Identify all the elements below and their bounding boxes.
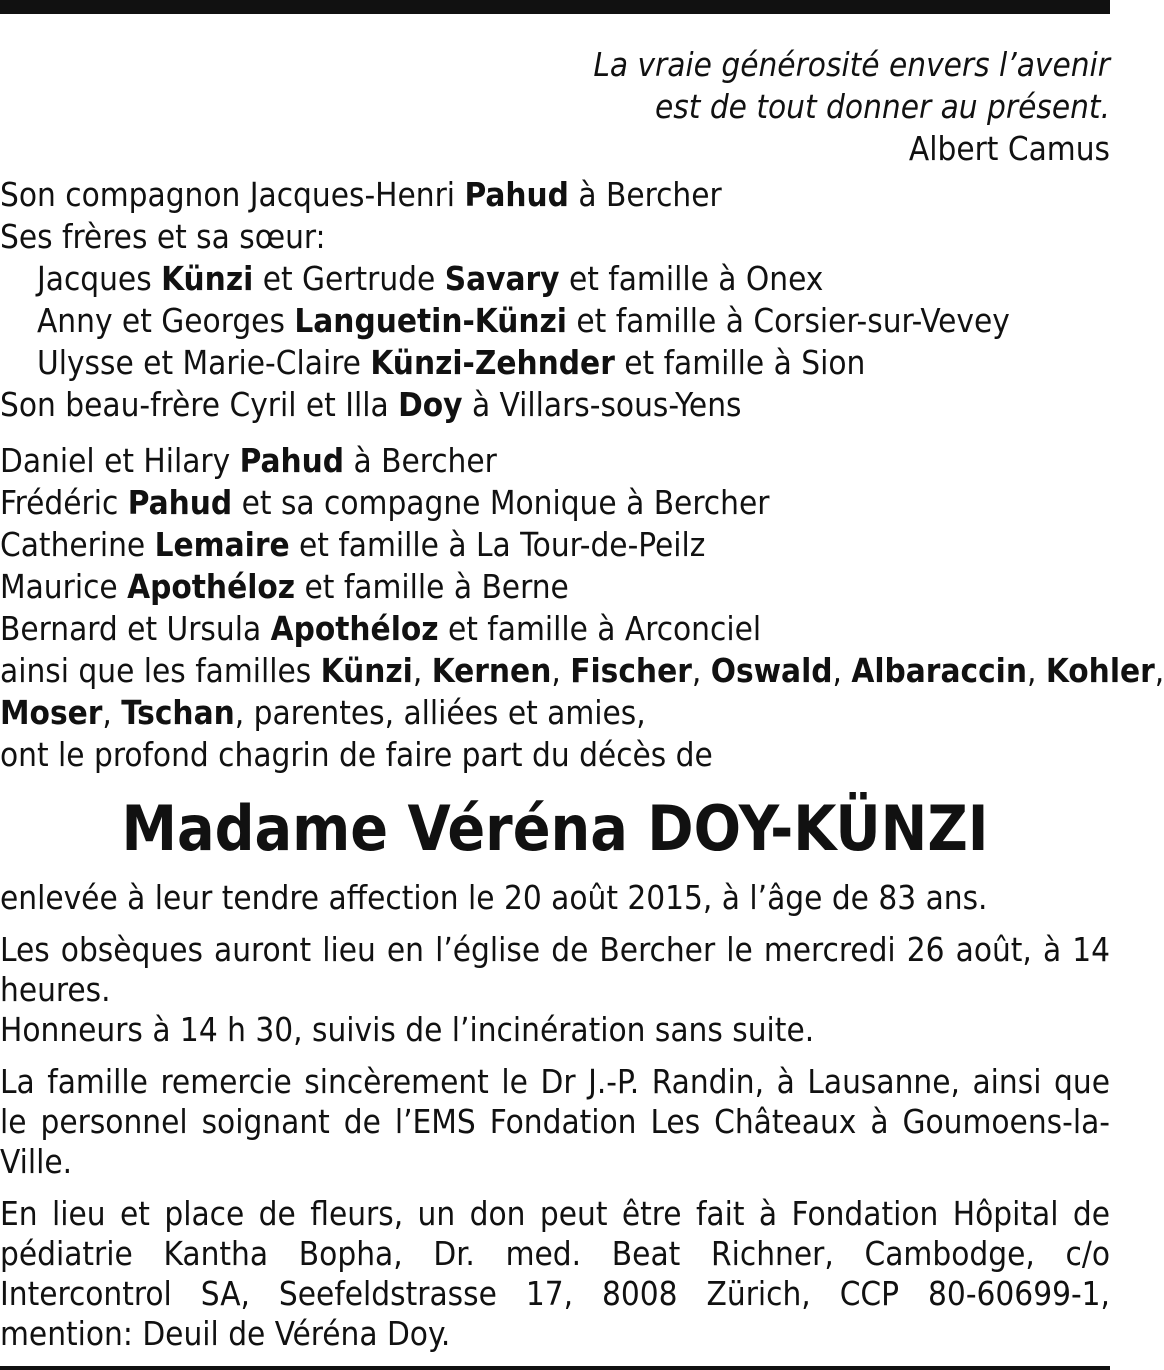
family-surname: Pahud <box>464 175 569 214</box>
family-text: et famille à Onex <box>559 259 824 298</box>
family-line <box>0 384 1110 426</box>
family-surname: Fischer <box>570 651 692 690</box>
epigraph-line-2: est de tout donner au présent. <box>655 87 1110 126</box>
family-line <box>0 440 1110 482</box>
family-line <box>0 692 1110 734</box>
family-line <box>0 566 1110 608</box>
paragraph-funeral <box>0 930 1110 1050</box>
family-text: Jacques <box>37 259 162 298</box>
family-surname: Künzi <box>161 259 254 298</box>
family-text: , <box>102 693 122 732</box>
obituary-notice <box>0 44 1164 1354</box>
family-text: à Bercher <box>344 441 497 480</box>
family-surname: Oswald <box>710 651 833 690</box>
family-surname: Kohler <box>1045 651 1155 690</box>
family-text: , parentes, alliées et amies, <box>234 693 646 732</box>
family-text: Son beau-frère Cyril et Illa <box>0 385 399 424</box>
family-line <box>0 608 1110 650</box>
family-surname: Savary <box>444 259 560 298</box>
family-line <box>0 342 1110 384</box>
family-text: et Gertrude <box>253 259 445 298</box>
family-text: à Bercher <box>568 175 722 214</box>
epigraph-line-1: La vraie générosité envers l’avenir <box>593 45 1110 84</box>
family-text: et famille à La Tour-de-Peilz <box>289 525 706 564</box>
paragraph-death: enlevée à leur tendre affection le 20 août 2015, à l’âge de 83 ans. <box>0 878 988 917</box>
funeral-line: Honneurs à 14 h 30, suivis de l’incinération sans suite. <box>0 1010 815 1049</box>
family-text: ainsi que les familles <box>0 651 321 690</box>
epigraph-author: Albert Camus <box>908 129 1110 168</box>
family-surname: Tschan <box>121 693 235 732</box>
family-text: , <box>691 651 711 690</box>
paragraph-donation: En lieu et place de fleurs, un don peut être fait à Fondation Hôpital de pédiatrie Kantha Bopha, Dr. med. Beat Richner, Cambodge, c/o Intercontrol SA, Seefeldstrasse 17, 8008 Zürich, CCP 80-60699-1, mention: Deuil de Véréna Doy. <box>0 1194 1110 1353</box>
family-line <box>0 482 1110 524</box>
family-text: Anny et Georges <box>37 301 295 340</box>
family-text: et famille à Sion <box>614 343 866 382</box>
family-text: , <box>551 651 571 690</box>
family-text: et famille à Berne <box>295 567 569 606</box>
family-text: Catherine <box>0 525 155 564</box>
family-text: , <box>832 651 852 690</box>
epigraph <box>0 44 1110 170</box>
family-surname: Doy <box>398 385 463 424</box>
bottom-rule <box>0 1366 1110 1370</box>
family-line <box>0 174 1110 216</box>
family-text: Frédéric <box>0 483 128 522</box>
family-text: et famille à Arconciel <box>438 609 762 648</box>
family-text: , <box>1026 651 1046 690</box>
family-text: , <box>1154 651 1164 690</box>
family-text: Son compagnon Jacques-Henri <box>0 175 465 214</box>
family-surname: Languetin-Künzi <box>294 301 567 340</box>
family-text: Ses frères et sa sœur: <box>0 217 326 256</box>
family-line <box>0 524 1110 566</box>
family-line <box>0 734 1110 776</box>
family-text: et famille à Corsier-sur-Vevey <box>566 301 1010 340</box>
family-surname: Apothéloz <box>270 609 439 648</box>
family-surname: Pahud <box>127 483 233 522</box>
family-text: Daniel et Hilary <box>0 441 240 480</box>
family-text: ont le profond chagrin de faire part du décès de <box>0 735 713 774</box>
family-surname: Albaraccin <box>851 651 1027 690</box>
family-surname: Kernen <box>431 651 552 690</box>
family-surname: Pahud <box>239 441 345 480</box>
section-gap <box>0 426 1110 440</box>
top-rule <box>0 0 1110 14</box>
deceased-name: Madame Véréna DOY-KÜNZI <box>121 792 989 865</box>
family-line <box>0 300 1110 342</box>
family-text: , <box>412 651 432 690</box>
funeral-line: Les obsèques auront lieu en l’église de Bercher le mercredi 26 août, à 14 heures. <box>0 930 1110 1009</box>
family-surname: Apothéloz <box>127 567 296 606</box>
family-line <box>0 258 1110 300</box>
family-text: Bernard et Ursula <box>0 609 271 648</box>
family-surname: Künzi-Zehnder <box>370 343 615 382</box>
family-surname: Lemaire <box>154 525 290 564</box>
paragraph-thanks: La famille remercie sincèrement le Dr J.-P. Randin, à Lausanne, ainsi que le personnel soignant de l’EMS Fondation Les Châteaux à Goumoens-la-Ville. <box>0 1062 1110 1181</box>
family-line <box>0 216 1110 258</box>
family-list <box>0 174 1164 776</box>
family-text: Ulysse et Marie-Claire <box>37 343 371 382</box>
family-text: et sa compagne Monique à Bercher <box>232 483 770 522</box>
family-surname: Künzi <box>320 651 413 690</box>
family-surname: Moser <box>0 693 103 732</box>
family-text: Maurice <box>0 567 128 606</box>
family-text: à Villars-sous-Yens <box>462 385 742 424</box>
family-line <box>0 650 1164 692</box>
